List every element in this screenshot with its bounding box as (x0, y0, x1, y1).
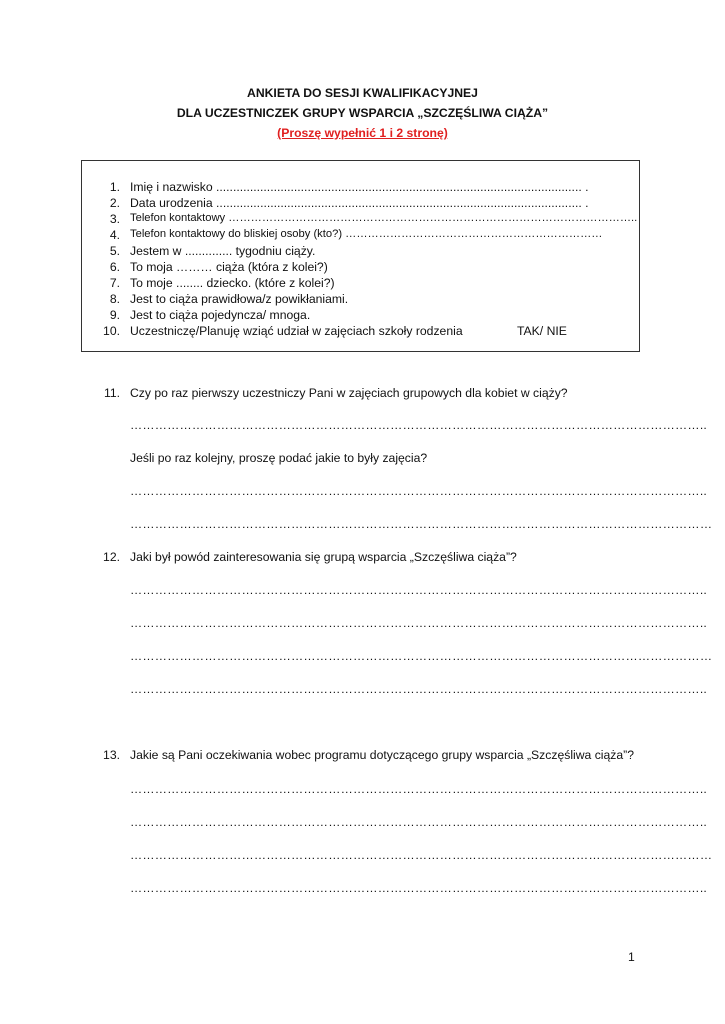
item-pregnancy-type[interactable]: Jest to ciąża pojedyncza/ mnoga. (130, 308, 311, 322)
item-number: 10. (103, 324, 120, 338)
answer-line[interactable]: ………………………………………………………………………………………………………………………….. (130, 484, 707, 498)
answer-line[interactable]: ………………………………………………………………………………………………………………………….. (130, 682, 707, 696)
answer-line[interactable]: …………………………………………………………………………………………………………………………… (130, 848, 713, 862)
question-12-text: Jaki był powód zainteresowania się grupą wsparcia „Szczęśliwa ciąża”? (130, 550, 517, 564)
question-number: 11. (103, 386, 120, 400)
item-pregnancy-count-field[interactable]: To moja ……… ciąża (która z kolei?) (130, 260, 328, 274)
answer-line[interactable]: ………………………………………………………………………………………………………………………….. (130, 815, 707, 829)
answer-line[interactable]: ………………………………………………………………………………………………………………………….. (130, 616, 707, 630)
fill-instruction: (Proszę wypełnić 1 i 2 stronę) (277, 126, 448, 140)
item-number: 1. (109, 180, 120, 194)
question-number: 12. (103, 550, 120, 564)
item-number: 9. (109, 308, 120, 322)
item-child-count-field[interactable]: To moje ........ dziecko. (które z kolei?) (130, 276, 335, 290)
item-phone-field[interactable]: Telefon kontaktowy ……………………………………………………………………………………………….. (130, 212, 638, 224)
page-number: 1 (628, 950, 635, 964)
item-number: 3. (109, 212, 120, 226)
item-birthdate-field[interactable]: Data urodzenia ............................................................................................................ . (130, 196, 589, 210)
answer-line[interactable]: …………………………………………………………………………………………………………………………… (130, 517, 713, 531)
item-pregnancy-week-field[interactable]: Jestem w .............. tygodniu ciąży. (130, 244, 316, 258)
question-13-text: Jakie są Pani oczekiwania wobec programu dotyczącego grupy wsparcia „Szczęśliwa ciąża”? (130, 748, 634, 762)
item-name-field[interactable]: Imię i nazwisko ............................................................................................................ . (130, 180, 589, 194)
item-number: 7. (109, 276, 120, 290)
item-number: 2. (109, 196, 120, 210)
item-number: 5. (109, 244, 120, 258)
item-number: 4. (109, 228, 120, 242)
answer-line[interactable]: …………………………………………………………………………………………………………………………… (130, 649, 713, 663)
answer-line[interactable]: ………………………………………………………………………………………………………………………….. (130, 418, 707, 432)
item-number: 8. (109, 292, 120, 306)
question-number: 13. (103, 748, 120, 762)
answer-line[interactable]: ………………………………………………………………………………………………………………………….. (130, 782, 707, 796)
question-11-text: Czy po raz pierwszy uczestniczy Pani w zajęciach grupowych dla kobiet w ciąży? (130, 386, 568, 400)
item-birth-school-question: Uczestniczę/Planuję wziąć udział w zajęciach szkoły rodzenia (130, 324, 463, 338)
item-number: 6. (109, 260, 120, 274)
item-close-person-phone-field[interactable]: Telefon kontaktowy do bliskiej osoby (kto?) …………………………………………………………… (130, 228, 603, 240)
page-title-line1: ANKIETA DO SESJI KWALIFIKACYJNEJ (247, 86, 478, 100)
answer-line[interactable]: ………………………………………………………………………………………………………………………….. (130, 583, 707, 597)
tak-nie-option[interactable]: TAK/ NIE (517, 324, 567, 338)
answer-line[interactable]: ………………………………………………………………………………………………………………………….. (130, 881, 707, 895)
page-title-line2: DLA UCZESTNICZEK GRUPY WSPARCIA „SZCZĘŚLIWA CIĄŻA” (176, 106, 549, 120)
question-11-followup: Jeśli po raz kolejny, proszę podać jakie to były zajęcia? (130, 451, 428, 465)
item-pregnancy-status[interactable]: Jest to ciąża prawidłowa/z powikłaniami. (130, 292, 349, 306)
